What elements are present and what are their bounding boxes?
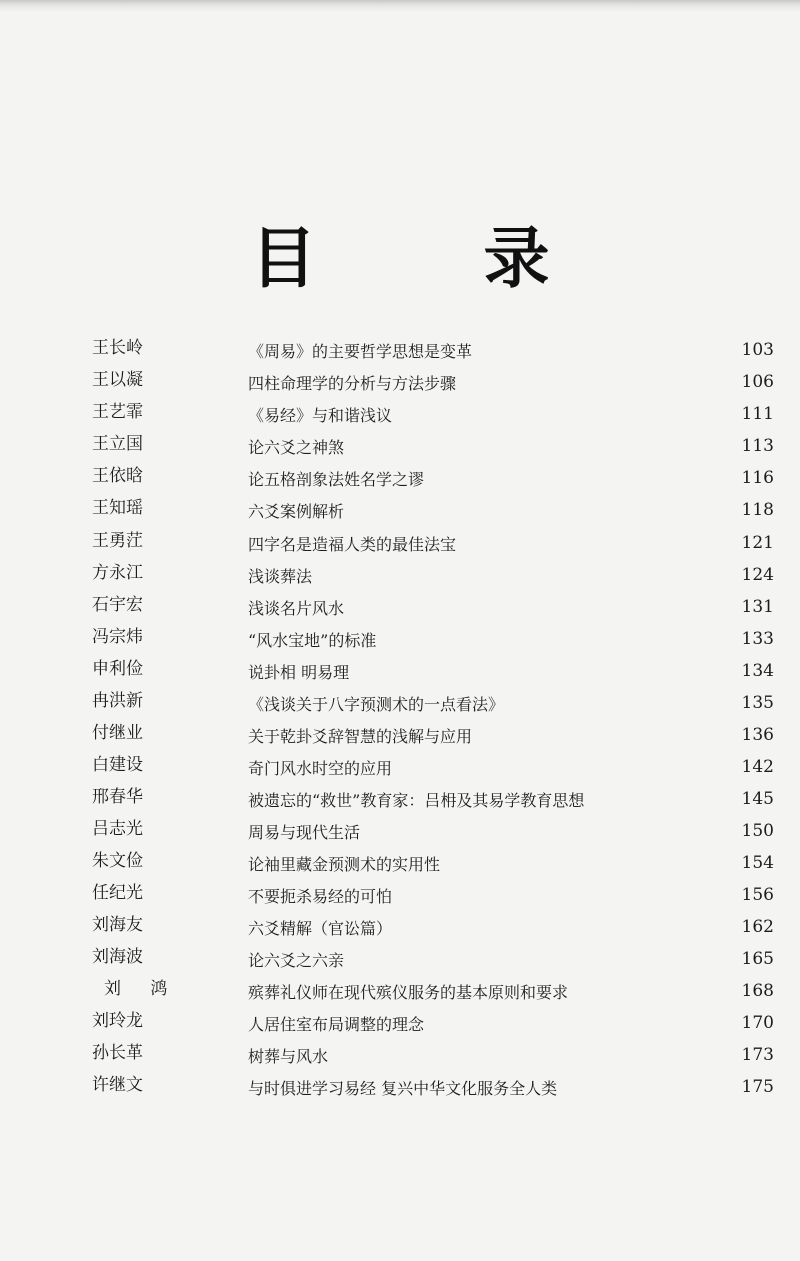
toc-entry xyxy=(0,593,800,625)
toc-entry xyxy=(0,625,800,657)
toc-page-number: 134 xyxy=(741,661,774,681)
toc-author: 朱文俭 xyxy=(92,851,143,871)
toc-page-number: 156 xyxy=(741,885,774,905)
toc-page-number: 106 xyxy=(741,372,774,392)
toc-article-title: 不要扼杀易经的可怕 xyxy=(248,887,393,906)
toc-page-number: 111 xyxy=(741,404,774,424)
toc-article-title: 六爻精解（官讼篇） xyxy=(248,919,393,938)
toc-entry xyxy=(0,945,800,977)
toc-article-title: 人居住室布局调整的理念 xyxy=(248,1015,425,1034)
toc-article-title: 六爻案例解析 xyxy=(248,502,345,521)
toc-author: 付继业 xyxy=(92,723,143,743)
toc-page-number: 118 xyxy=(741,500,774,520)
toc-author: 王依晗 xyxy=(92,466,143,486)
toc-entry xyxy=(0,1041,800,1073)
toc-author: 冉洪新 xyxy=(92,691,143,711)
toc-article-title: 关于乾卦爻辞智慧的浅解与应用 xyxy=(248,727,473,746)
toc-article-title: 殡葬礼仪师在现代殡仪服务的基本原则和要求 xyxy=(248,983,569,1002)
toc-page-number: 133 xyxy=(741,629,774,649)
toc-article-title: 《易经》与和谐浅议 xyxy=(248,406,393,425)
toc-article-title: “风水宝地”的标准 xyxy=(248,631,377,650)
toc-author: 刘 鸿 xyxy=(104,979,180,999)
toc-author: 刘海波 xyxy=(92,947,143,967)
toc-article-title: 奇门风水时空的应用 xyxy=(248,759,393,778)
toc-entry xyxy=(0,368,800,400)
toc-entry xyxy=(0,913,800,945)
toc-entry xyxy=(0,336,800,368)
toc-author: 刘玲龙 xyxy=(92,1011,143,1031)
toc-page-number: 113 xyxy=(741,436,774,456)
toc-article-title: 论六爻之六亲 xyxy=(248,951,345,970)
toc-article-title: 树葬与风水 xyxy=(248,1047,329,1066)
toc-author: 王艺霏 xyxy=(92,402,143,422)
toc-article-title: 论袖里藏金预测术的实用性 xyxy=(248,855,441,874)
toc-article-title: 《浅谈关于八字预测术的一点看法》 xyxy=(248,695,505,714)
toc-page-number: 121 xyxy=(741,533,774,553)
toc-entry xyxy=(0,529,800,561)
toc-page-number: 116 xyxy=(741,468,774,488)
toc-article-title: 论五格剖象法姓名学之谬 xyxy=(248,470,425,489)
toc-author: 王立国 xyxy=(92,434,143,454)
toc-page-number: 103 xyxy=(741,340,774,360)
toc-author: 许继文 xyxy=(92,1075,143,1095)
toc-author: 方永江 xyxy=(92,563,143,583)
toc-page-number: 142 xyxy=(741,757,774,777)
toc-author: 王勇茳 xyxy=(92,531,143,551)
toc-page-number: 165 xyxy=(741,949,774,969)
toc-article-title: 说卦相 明易理 xyxy=(248,663,350,682)
toc-entry xyxy=(0,721,800,753)
toc-entry xyxy=(0,561,800,593)
toc-author: 王知瑶 xyxy=(92,498,143,518)
toc-entry xyxy=(0,400,800,432)
toc-page-number: 162 xyxy=(741,917,774,937)
page-title: 目 录 xyxy=(250,220,622,297)
toc-article-title: 与时俱进学习易经 复兴中华文化服务全人类 xyxy=(248,1079,558,1098)
toc-author: 申利俭 xyxy=(92,659,143,679)
toc-page-number: 168 xyxy=(741,981,774,1001)
toc-author: 任纪光 xyxy=(92,883,143,903)
toc-page-number: 131 xyxy=(741,597,774,617)
toc-page-number: 154 xyxy=(741,853,774,873)
toc-entry xyxy=(0,657,800,689)
toc-page-number: 173 xyxy=(741,1045,774,1065)
toc-author: 吕志光 xyxy=(92,819,143,839)
toc-entry xyxy=(0,817,800,849)
toc-page-number: 145 xyxy=(741,789,774,809)
toc-entry xyxy=(0,464,800,496)
toc-article-title: 浅谈名片风水 xyxy=(248,599,345,618)
toc-article-title: 四柱命理学的分析与方法步骤 xyxy=(248,374,457,393)
toc-page-number: 175 xyxy=(741,1077,774,1097)
toc-page-number: 124 xyxy=(741,565,774,585)
toc-entry xyxy=(0,849,800,881)
toc-entry xyxy=(0,432,800,464)
toc-article-title: 被遗忘的“救世”教育家：吕枏及其易学教育思想 xyxy=(248,791,585,810)
toc-entry xyxy=(0,881,800,913)
toc-article-title: 四字名是造福人类的最佳法宝 xyxy=(248,535,457,554)
table-of-contents xyxy=(0,336,800,1126)
toc-entry xyxy=(0,785,800,817)
toc-article-title: 《周易》的主要哲学思想是变革 xyxy=(248,342,473,361)
toc-author: 孙长革 xyxy=(92,1043,143,1063)
toc-author: 王长岭 xyxy=(92,338,143,358)
toc-author: 石宇宏 xyxy=(92,595,143,615)
toc-article-title: 周易与现代生活 xyxy=(248,823,361,842)
toc-entry xyxy=(0,496,800,528)
toc-entry xyxy=(0,689,800,721)
page-top-edge xyxy=(0,0,800,12)
toc-entry xyxy=(0,1073,800,1105)
toc-author: 刘海友 xyxy=(92,915,143,935)
toc-entry xyxy=(0,753,800,785)
toc-page-number: 136 xyxy=(741,725,774,745)
toc-author: 白建设 xyxy=(92,755,143,775)
toc-author: 邢春华 xyxy=(92,787,143,807)
toc-entry xyxy=(0,977,800,1009)
toc-author: 王以凝 xyxy=(92,370,143,390)
toc-page-number: 170 xyxy=(741,1013,774,1033)
toc-page-number: 135 xyxy=(741,693,774,713)
toc-article-title: 论六爻之神煞 xyxy=(248,438,345,457)
toc-article-title: 浅谈葬法 xyxy=(248,567,313,586)
toc-author: 冯宗炜 xyxy=(92,627,143,647)
toc-page-number: 150 xyxy=(741,821,774,841)
toc-entry xyxy=(0,1009,800,1041)
